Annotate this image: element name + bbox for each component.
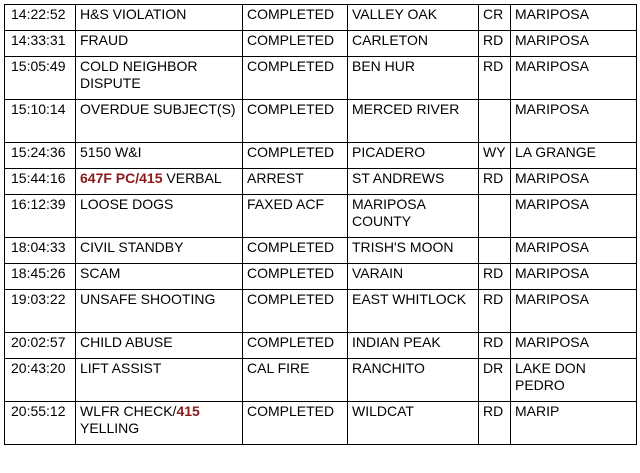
call-type-text: H&S VIOLATION [80, 6, 187, 22]
street-suffix-cell [479, 100, 511, 143]
table-row [5, 31, 637, 57]
call-type-cell [76, 5, 243, 31]
table-row [5, 100, 637, 143]
call-type-cell [76, 31, 243, 57]
call-type-text: FRAUD [80, 32, 129, 48]
call-time-cell: 14:22:52 [5, 5, 76, 31]
table-row [5, 238, 637, 264]
call-type-text: CIVIL STANDBY [80, 239, 184, 255]
street-cell: ST ANDREWS [348, 169, 479, 195]
street-cell: BEN HUR [348, 57, 479, 100]
city-cell: MARIPOSA [511, 57, 637, 100]
table-row [5, 5, 637, 31]
call-type-cell [76, 290, 243, 333]
street-cell: VARAIN [348, 264, 479, 290]
city-cell: MARIPOSA [511, 31, 637, 57]
call-type-cell [76, 238, 243, 264]
street-suffix-cell: WY [479, 143, 511, 169]
call-type-cell [76, 195, 243, 238]
city-cell: LA GRANGE [511, 143, 637, 169]
street-suffix-cell [479, 195, 511, 238]
call-time-cell: 16:12:39 [5, 195, 76, 238]
city-cell: MARIPOSA [511, 238, 637, 264]
call-type-cell [76, 169, 243, 195]
street-cell: EAST WHITLOCK [348, 290, 479, 333]
table-row [5, 359, 637, 402]
disposition-cell: COMPLETED [243, 31, 348, 57]
disposition-cell: COMPLETED [243, 57, 348, 100]
disposition-cell: COMPLETED [243, 143, 348, 169]
disposition-cell: COMPLETED [243, 402, 348, 445]
city-cell: MARIPOSA [511, 195, 637, 238]
call-type-cell [76, 143, 243, 169]
street-suffix-cell: RD [479, 57, 511, 100]
street-cell: PICADERO [348, 143, 479, 169]
street-cell: VALLEY OAK [348, 5, 479, 31]
street-suffix-cell: RD [479, 290, 511, 333]
street-suffix-cell: DR [479, 359, 511, 402]
street-cell: INDIAN PEAK [348, 333, 479, 359]
disposition-cell: FAXED ACF [243, 195, 348, 238]
city-cell: MARIPOSA [511, 264, 637, 290]
table-row [5, 195, 637, 238]
street-suffix-cell: CR [479, 5, 511, 31]
call-time-cell: 15:05:49 [5, 57, 76, 100]
table-row [5, 333, 637, 359]
street-cell: RANCHITO [348, 359, 479, 402]
call-type-cell [76, 264, 243, 290]
call-type-text: LOOSE DOGS [80, 196, 174, 212]
disposition-cell: COMPLETED [243, 238, 348, 264]
call-code-highlight: 647F PC/415 [80, 170, 163, 186]
disposition-cell: ARREST [243, 169, 348, 195]
call-time-cell: 15:44:16 [5, 169, 76, 195]
city-cell: MARIPOSA [511, 169, 637, 195]
call-time-cell: 20:55:12 [5, 402, 76, 445]
table-row [5, 402, 637, 445]
disposition-cell: COMPLETED [243, 333, 348, 359]
city-cell: MARIP [511, 402, 637, 445]
call-time-cell: 20:02:57 [5, 333, 76, 359]
call-type-text: CHILD ABUSE [80, 334, 173, 350]
call-time-cell: 14:33:31 [5, 31, 76, 57]
call-type-text: WLFR CHECK/ [80, 403, 177, 419]
call-code-highlight: 415 [176, 403, 200, 419]
city-cell: MARIPOSA [511, 333, 637, 359]
call-type-cell [76, 57, 243, 100]
disposition-cell: COMPLETED [243, 264, 348, 290]
call-type-text: SCAM [80, 265, 121, 281]
street-cell: TRISH'S MOON [348, 238, 479, 264]
call-time-cell: 18:04:33 [5, 238, 76, 264]
street-suffix-cell: RD [479, 333, 511, 359]
call-log-table [4, 4, 637, 445]
call-type-text: UNSAFE SHOOTING [80, 291, 216, 307]
table-row [5, 290, 637, 333]
city-cell: MARIPOSA [511, 290, 637, 333]
city-cell: MARIPOSA [511, 5, 637, 31]
street-cell: MERCED RIVER [348, 100, 479, 143]
street-suffix-cell: RD [479, 264, 511, 290]
disposition-cell: CAL FIRE [243, 359, 348, 402]
call-type-text: 5150 W&I [80, 144, 142, 160]
street-cell: MARIPOSA COUNTY [348, 195, 479, 238]
street-suffix-cell [479, 238, 511, 264]
disposition-cell: COMPLETED [243, 5, 348, 31]
street-suffix-cell: RD [479, 31, 511, 57]
table-row [5, 57, 637, 100]
call-type-cell [76, 402, 243, 445]
call-type-text: LIFT ASSIST [80, 360, 162, 376]
city-cell: LAKE DON PEDRO [511, 359, 637, 402]
call-log-body [5, 5, 637, 445]
call-time-cell: 15:24:36 [5, 143, 76, 169]
call-type-cell [76, 100, 243, 143]
call-time-cell: 20:43:20 [5, 359, 76, 402]
call-type-text: OVERDUE SUBJECT(S) [80, 101, 236, 117]
call-type-text: COLD NEIGHBOR DISPUTE [80, 58, 198, 91]
disposition-cell: COMPLETED [243, 100, 348, 143]
call-time-cell: 15:10:14 [5, 100, 76, 143]
call-type-cell [76, 333, 243, 359]
street-cell: CARLETON [348, 31, 479, 57]
street-cell: WILDCAT [348, 402, 479, 445]
table-row [5, 264, 637, 290]
call-time-cell: 18:45:26 [5, 264, 76, 290]
street-suffix-cell: RD [479, 402, 511, 445]
city-cell: MARIPOSA [511, 100, 637, 143]
call-type-text: VERBAL [162, 170, 222, 186]
street-suffix-cell: RD [479, 169, 511, 195]
call-type-cell [76, 359, 243, 402]
table-row [5, 169, 637, 195]
call-time-cell: 19:03:22 [5, 290, 76, 333]
disposition-cell: COMPLETED [243, 290, 348, 333]
call-type-text: YELLING [80, 420, 140, 436]
table-row [5, 143, 637, 169]
